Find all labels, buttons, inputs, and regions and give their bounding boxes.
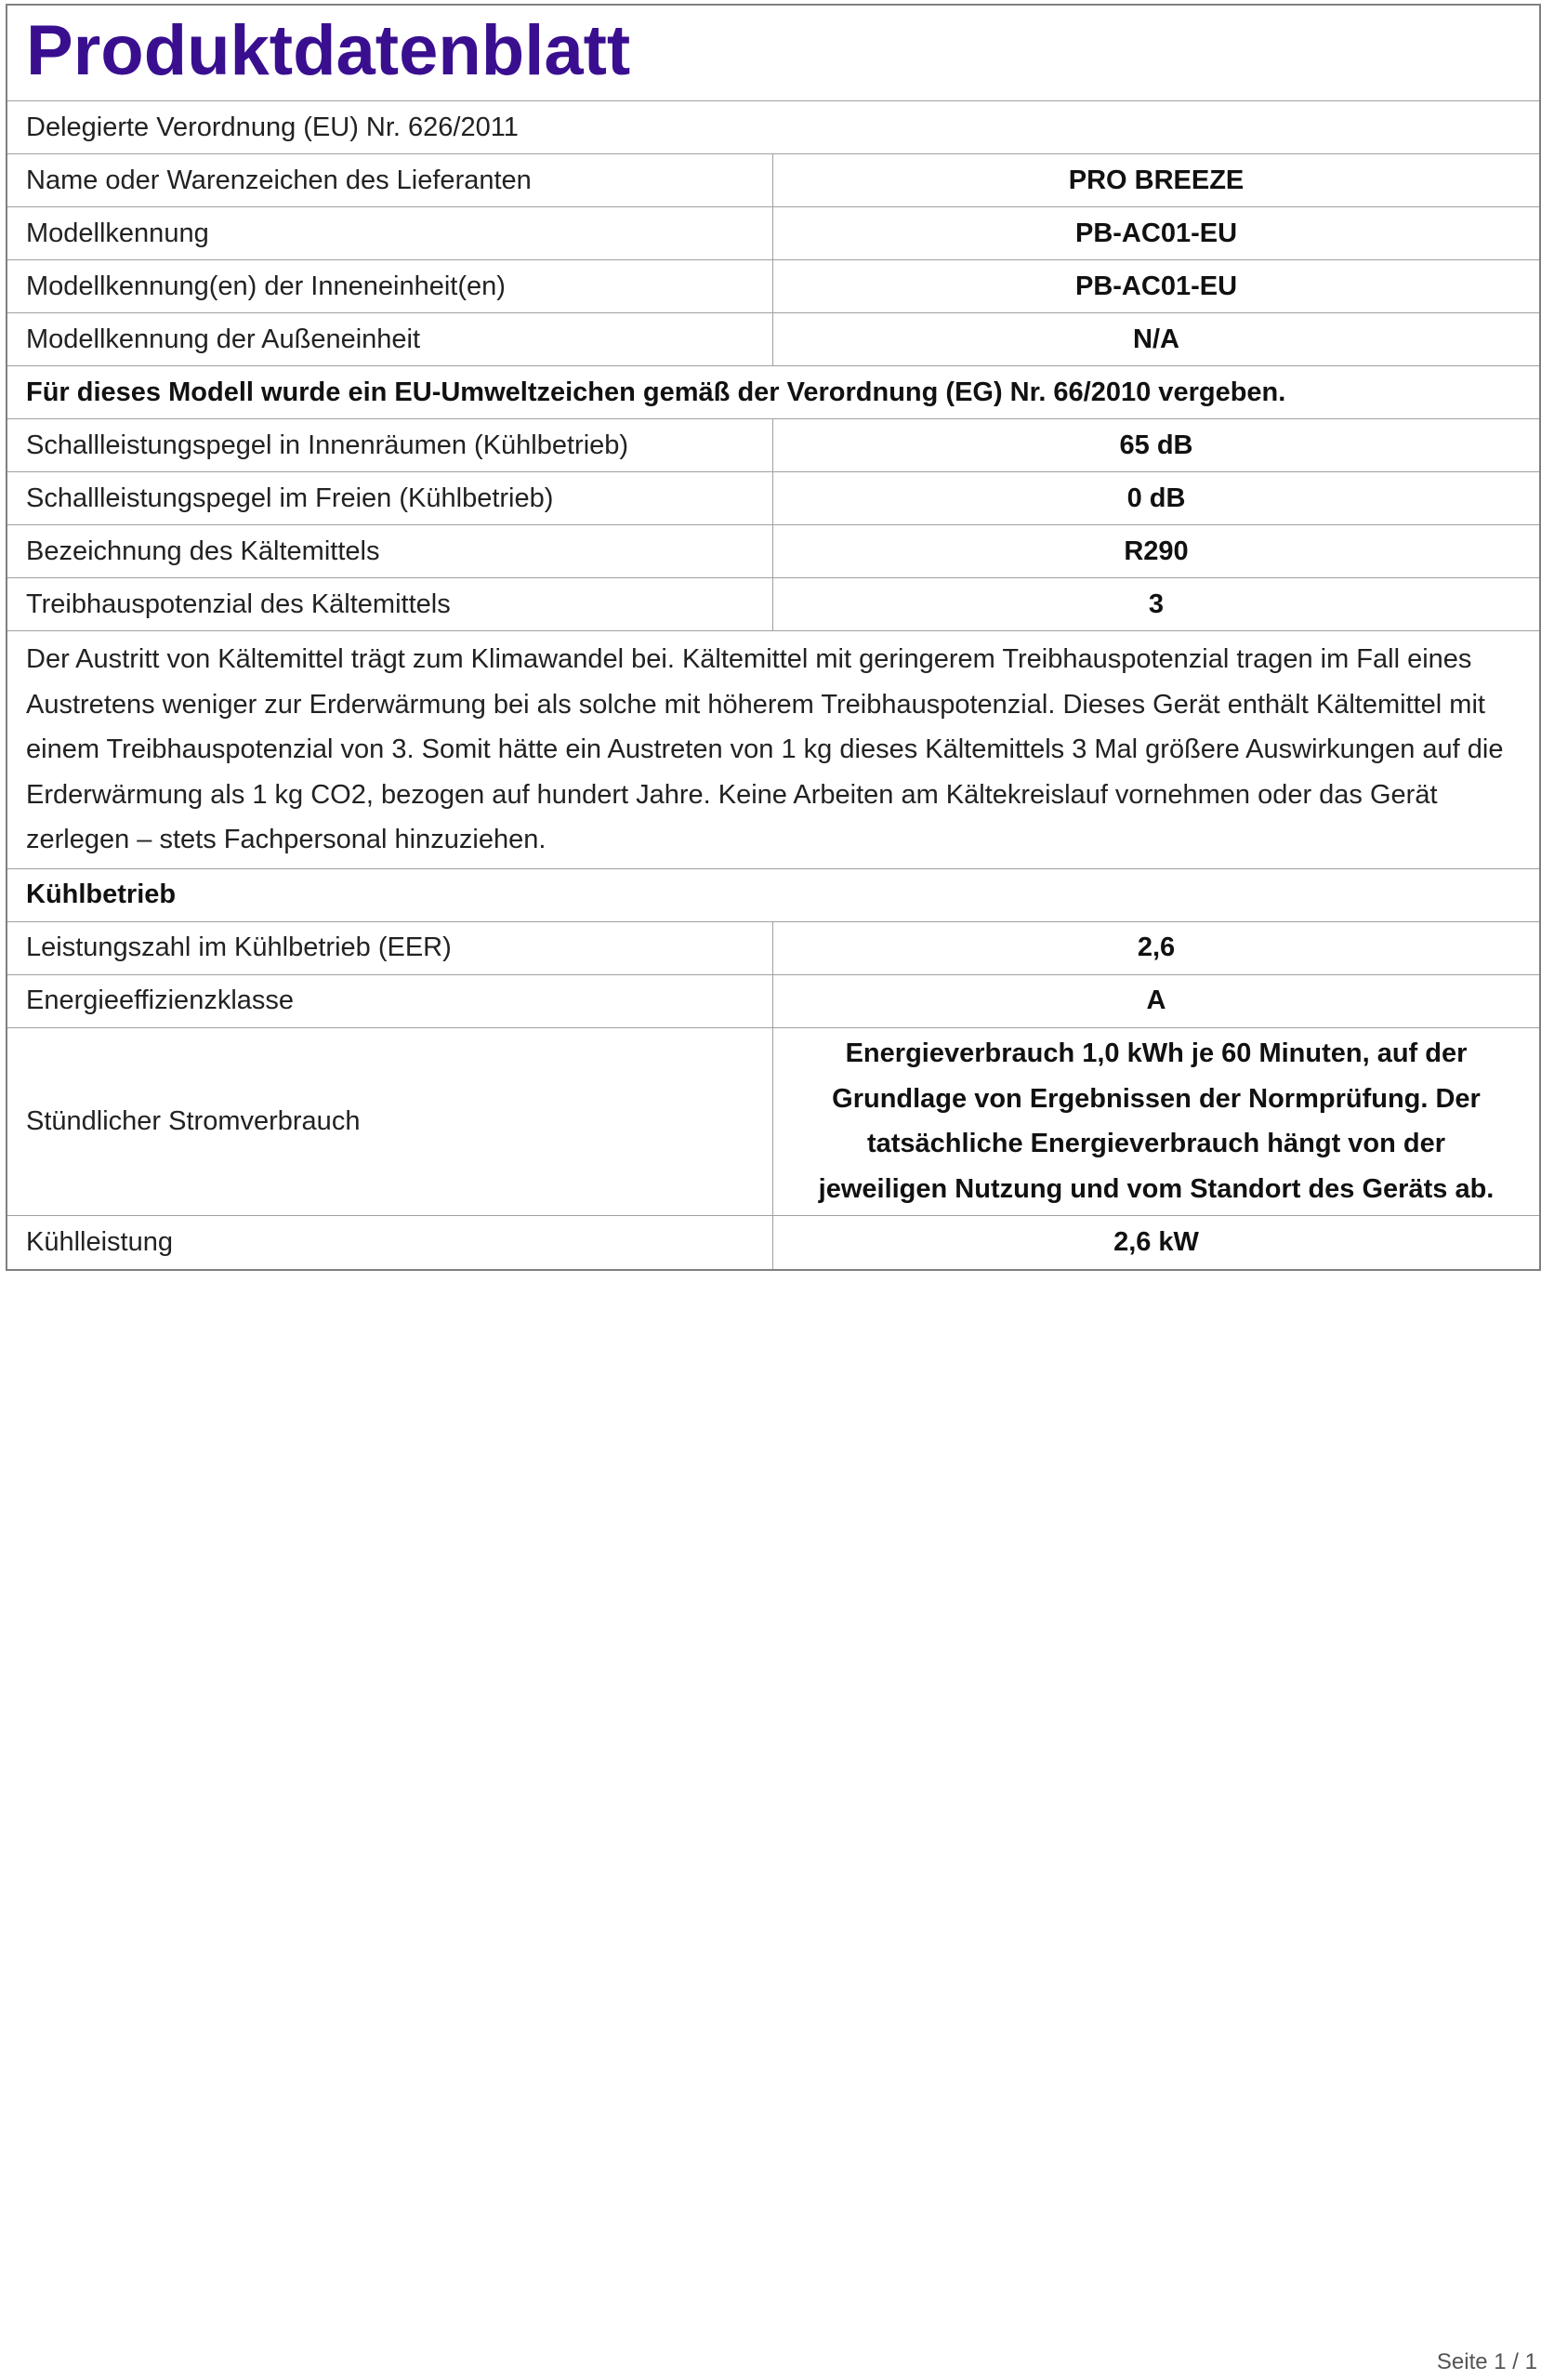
table-row: [7, 154, 1539, 207]
title-row: [7, 6, 1539, 101]
row-value: PB-AC01-EU: [1074, 271, 1238, 301]
row-value: R290: [1124, 536, 1189, 566]
table-row: [7, 207, 1539, 260]
row-label: Modellkennung: [7, 207, 773, 259]
refrigerant-notice-row: [7, 631, 1539, 869]
row-value: 3: [1148, 588, 1165, 619]
row-label: Stündlicher Stromverbrauch: [7, 1028, 773, 1215]
row-value: N/A: [1133, 324, 1179, 354]
regulation-row: [7, 101, 1539, 154]
row-value: PB-AC01-EU: [1074, 218, 1238, 248]
page-number: Seite 1 / 1: [1436, 2349, 1537, 2374]
cooling-heading-row: [7, 869, 1539, 922]
row-label: Modellkennung(en) der Inneneinheit(en): [7, 260, 773, 312]
row-label: Kühlleistung: [7, 1216, 773, 1269]
row-label: Bezeichnung des Kältemittels: [7, 525, 773, 577]
regulation-text: Delegierte Verordnung (EU) Nr. 626/2011: [26, 112, 519, 142]
row-value: 2,6: [1137, 932, 1176, 962]
row-label: Name oder Warenzeichen des Lieferanten: [7, 154, 773, 206]
table-row: [7, 419, 1539, 472]
row-label: Treibhauspotenzial des Kältemittels: [7, 578, 773, 630]
row-value: A: [1146, 985, 1166, 1015]
row-value: 65 dB: [1119, 430, 1193, 460]
table-row: [7, 922, 1539, 975]
refrigerant-notice: Der Austritt von Kältemittel trägt zum Klimawandel bei. Kältemittel mit geringerem Treibhauspotenzial tragen im Fall eines Austretens weniger zur Erderwärmung bei als solche mit höherem Treibhauspotenzial. Dieses Gerät enthält Kältemittel mit einem Treibhauspotenzial von 3. Somit hätte ein Austreten von 1 kg dieses Kältemittels 3 Mal größere Auswirkungen auf die Erderwärmung als 1 kg CO2, bezogen auf hundert Jahre. Keine Arbeiten am Kältekreislauf vornehmen oder das Gerät zerlegen – stets Fachpersonal hinzuziehen.: [26, 644, 1504, 854]
row-value: Energieverbrauch 1,0 kWh je 60 Minuten, auf der Grundlage von Ergebnissen der Normprüfung. Der tatsächliche Energieverbrauch hängt von der jeweiligen Nutzung und vom Standort des Geräts ab.: [818, 1038, 1495, 1204]
table-row: [7, 578, 1539, 631]
table-row: [7, 260, 1539, 313]
table-row: [7, 313, 1539, 366]
row-value: 0 dB: [1126, 483, 1186, 513]
table-row: [7, 1216, 1539, 1269]
row-value: PRO BREEZE: [1068, 165, 1245, 195]
row-label: Schallleistungspegel im Freien (Kühlbetrieb): [7, 472, 773, 524]
eco-label-row: [7, 366, 1539, 419]
row-label: Energieeffizienzklasse: [7, 975, 773, 1027]
section-heading: Kühlbetrieb: [26, 879, 177, 909]
product-data-sheet: [6, 4, 1541, 1271]
table-row: [7, 525, 1539, 578]
eco-label-note: Für dieses Modell wurde ein EU-Umweltzeichen gemäß der Verordnung (EG) Nr. 66/2010 vergeben.: [26, 377, 1286, 407]
row-label: Leistungszahl im Kühlbetrieb (EER): [7, 922, 773, 974]
table-row: [7, 472, 1539, 525]
row-label: Schallleistungspegel in Innenräumen (Kühlbetrieb): [7, 419, 773, 471]
row-label: Modellkennung der Außeneinheit: [7, 313, 773, 365]
row-value: 2,6 kW: [1113, 1226, 1199, 1257]
table-row: [7, 1028, 1539, 1216]
table-row: [7, 975, 1539, 1028]
page-title: Produktdatenblatt: [26, 11, 631, 90]
